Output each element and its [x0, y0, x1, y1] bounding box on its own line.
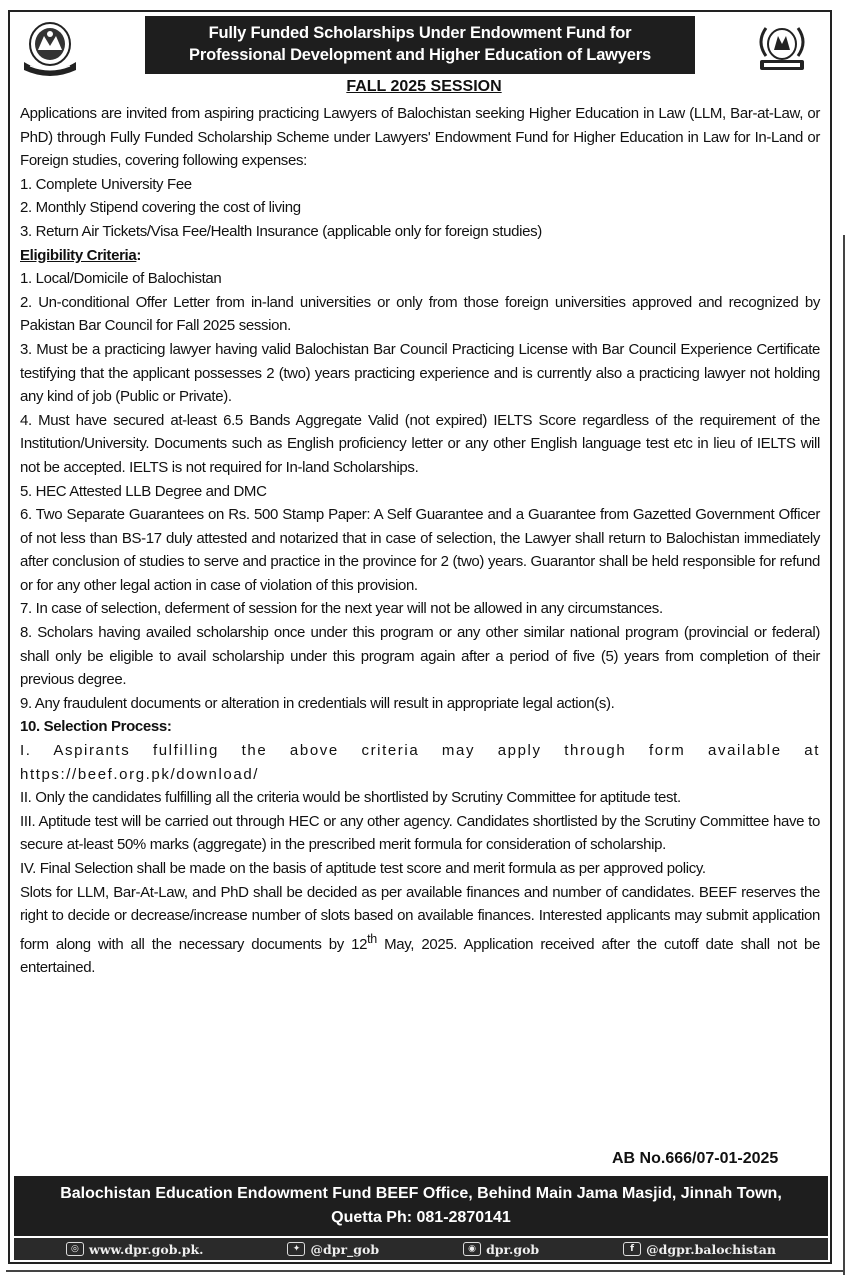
title-line-2: Professional Development and Higher Education of Lawyers: [189, 46, 651, 64]
closing-paragraph: [20, 881, 820, 980]
facebook-icon: f: [623, 1242, 641, 1256]
session-heading: FALL 2025 SESSION: [346, 78, 502, 95]
closing-text-end: May, 2025. Application received after the cutoff date shall not be entertained.: [20, 935, 820, 977]
closing-text: Slots for LLM, Bar-At-Law, and PhD shall be decided as per available finances and number of candidates. BEEF reserves the right to decide or decrease/increase number of slots based on available finances. Interested applicants may submit application form along with all the necessary documents by 12: [20, 883, 820, 953]
eligibility-item: 5. HEC Attested LLB Degree and DMC: [20, 482, 267, 500]
selection-item-4: IV. Final Selection shall be made on the basis of aptitude test score and merit formula as per approved policy.: [20, 860, 706, 877]
instagram-handle: dpr.gob: [486, 1241, 540, 1257]
session-heading-row: [0, 78, 848, 96]
selection-item-3: III. Aptitude test will be carried out through HEC or any other agency. Candidates shortlisted by the Scrutiny Committee have to secure at-least 50% marks (aggregate) in the prescribed merit formula for consideration of scholarship.: [20, 812, 820, 854]
eligibility-item: 2. Un-conditional Offer Letter from in-land universities or only from those foreign universities approved and recognized by Pakistan Bar Council for Fall 2025 session.: [20, 293, 820, 335]
address-line-1: Balochistan Education Endowment Fund BEEF Office, Behind Main Jama Masjid, Jinnah Town,: [60, 1185, 782, 1202]
eligibility-item: 9. Any fraudulent documents or alteration in credentials will result in appropriate legal action(s).: [20, 694, 615, 712]
selection-heading: 10. Selection Process:: [20, 718, 172, 736]
bottom-column-rule: [6, 1270, 844, 1272]
ad-reference-number: AB No.666/07-01-2025: [612, 1150, 779, 1167]
eligibility-item: 4. Must have secured at-least 6.5 Bands Aggregate Valid (not expired) IELTS Score regardless of the requirement of the Institution/University. Documents such as English proficiency letter or any other English language test etc in lieu of IELTS will not be accepted. IELTS is not required for In-land Scholarships.: [20, 411, 820, 476]
social-media-bar: [14, 1238, 828, 1260]
notice-title-banner: [145, 16, 695, 74]
eligibility-item: 6. Two Separate Guarantees on Rs. 500 Stamp Paper: A Self Guarantee and a Guarantee from Gazetted Government Officer of not less than BS-17 duly attested and notarized that in case of selection, the Lawyer shall return to Balochistan immediately after conclusion of studies to serve and practice in the province for 2 (two) years. Guarantor shall be held responsible for refund or for any other legal action in case of violation of this provision.: [20, 506, 820, 594]
twitter-link[interactable]: [287, 1242, 379, 1257]
title-line-1: Fully Funded Scholarships Under Endowment Fund for: [208, 24, 632, 42]
facebook-handle: @dgpr.balochistan: [646, 1241, 776, 1257]
eligibility-item: 7. In case of selection, deferment of session for the next year will not be allowed in any circumstances.: [20, 600, 663, 618]
website-text: www.dpr.gob.pk.: [88, 1241, 204, 1257]
instagram-icon: ◉: [463, 1242, 481, 1256]
government-seal-icon: [752, 20, 812, 76]
website-link[interactable]: [66, 1242, 204, 1257]
facebook-link[interactable]: [623, 1242, 776, 1257]
top-edge: [0, 0, 848, 8]
right-column-rule: [843, 235, 845, 1275]
instagram-link[interactable]: [463, 1242, 539, 1257]
eligibility-heading: Eligibility Criteria: [20, 246, 137, 264]
ordinal-suffix: th: [367, 931, 377, 946]
expense-item: 2. Monthly Stipend covering the cost of living: [20, 199, 301, 217]
selection-item-1: I. Aspirants fulfilling the above criteria may apply through form available at https://beef.org.pk/download/: [20, 742, 820, 783]
globe-icon: ◎: [66, 1242, 84, 1256]
twitter-icon: ✦: [287, 1242, 305, 1256]
address-line-2: Quetta Ph: 081-2870141: [331, 1209, 511, 1226]
expense-item: 1. Complete University Fee: [20, 175, 192, 193]
intro-paragraph: Applications are invited from aspiring practicing Lawyers of Balochistan seeking Higher Education in Law (LLM, Bar-at-Law, or PhD) through Fully Funded Scholarship Scheme under Lawyers' Endowment Fund for Higher Education in Law for In-Land or Foreign studies, covering following expenses:: [20, 105, 820, 170]
eligibility-item: 8. Scholars having availed scholarship once under this program or any other similar national program (provincial or federal) shall only be eligible to avail scholarship under this program again after a period of five (5) years from completion of their previous degree.: [20, 624, 820, 689]
eligibility-heading-row: Eligibility Criteria:: [20, 246, 142, 264]
expense-item: 3. Return Air Tickets/Visa Fee/Health Insurance (applicable only for foreign studies): [20, 222, 542, 240]
twitter-handle: @dpr_gob: [310, 1241, 380, 1257]
office-address-banner: [14, 1176, 828, 1236]
eligibility-item: 3. Must be a practicing lawyer having valid Balochistan Bar Council Practicing License with Bar Council Experience Certificate testifying that the applicant possesses 2 (two) years practicing experience and is currently also a practicing lawyer not holding any kind of job (Public or Private).: [20, 340, 820, 406]
notice-body: [20, 102, 820, 980]
beef-logo-left: [20, 20, 80, 76]
eligibility-item: 1. Local/Domicile of Balochistan: [20, 270, 222, 288]
selection-item-2: II. Only the candidates fulfilling all the criteria would be shortlisted by Scrutiny Committee for aptitude test.: [20, 789, 681, 807]
